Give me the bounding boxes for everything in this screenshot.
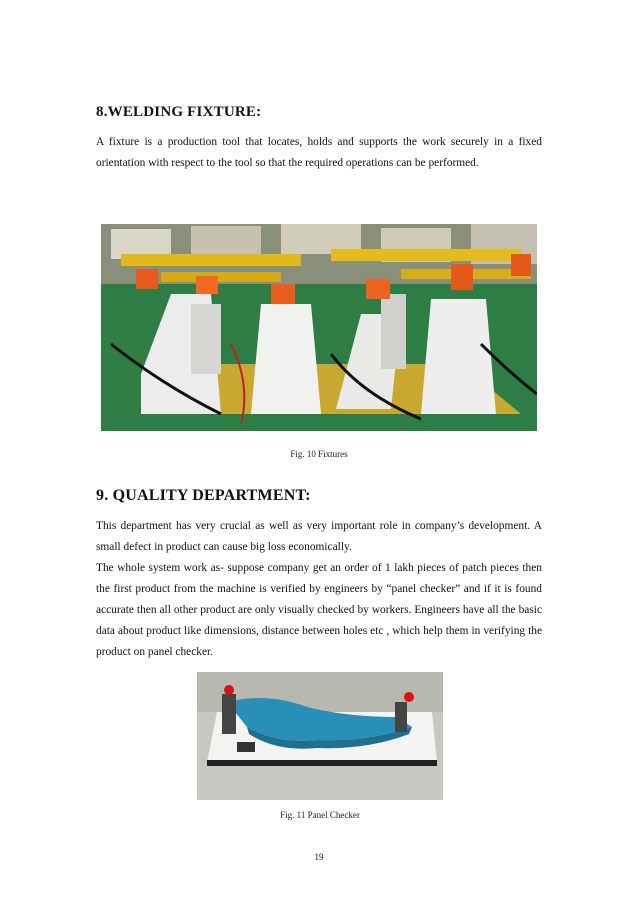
panel-checker-photo	[197, 672, 443, 800]
figure-10-caption: Fig. 10 Fixtures	[290, 449, 348, 459]
fixtures-photo	[101, 224, 537, 431]
panel-checker-illustration	[197, 672, 443, 800]
quality-department-paragraph-1: This department has very crucial as well as very important role in company’s development. A small defect in product can cause big loss economically.	[96, 520, 542, 553]
figure-11-caption: Fig. 11 Panel Checker	[280, 810, 360, 820]
fixtures-photo-illustration	[101, 224, 537, 431]
page-number: 19	[314, 852, 324, 862]
section-heading-welding-fixture: 8.WELDING FIXTURE:	[96, 104, 262, 120]
welding-fixture-paragraph: A fixture is a production tool that locates, holds and supports the work securely in a fixed orientation with respect to the tool so that the required operations can be performed.	[96, 136, 542, 169]
quality-department-paragraph-2: The whole system work as- suppose company get an order of 1 lakh pieces of patch pieces then the first product from the machine is verified by engineers by “panel checker” and if it is found accurate then all other product are only visually checked by workers. Engineers have all the basic data about product like dimensions, distance between holes etc , which help them in verifying the product on panel checker.	[96, 562, 542, 658]
section-heading-quality-department: 9. QUALITY DEPARTMENT:	[96, 487, 311, 504]
